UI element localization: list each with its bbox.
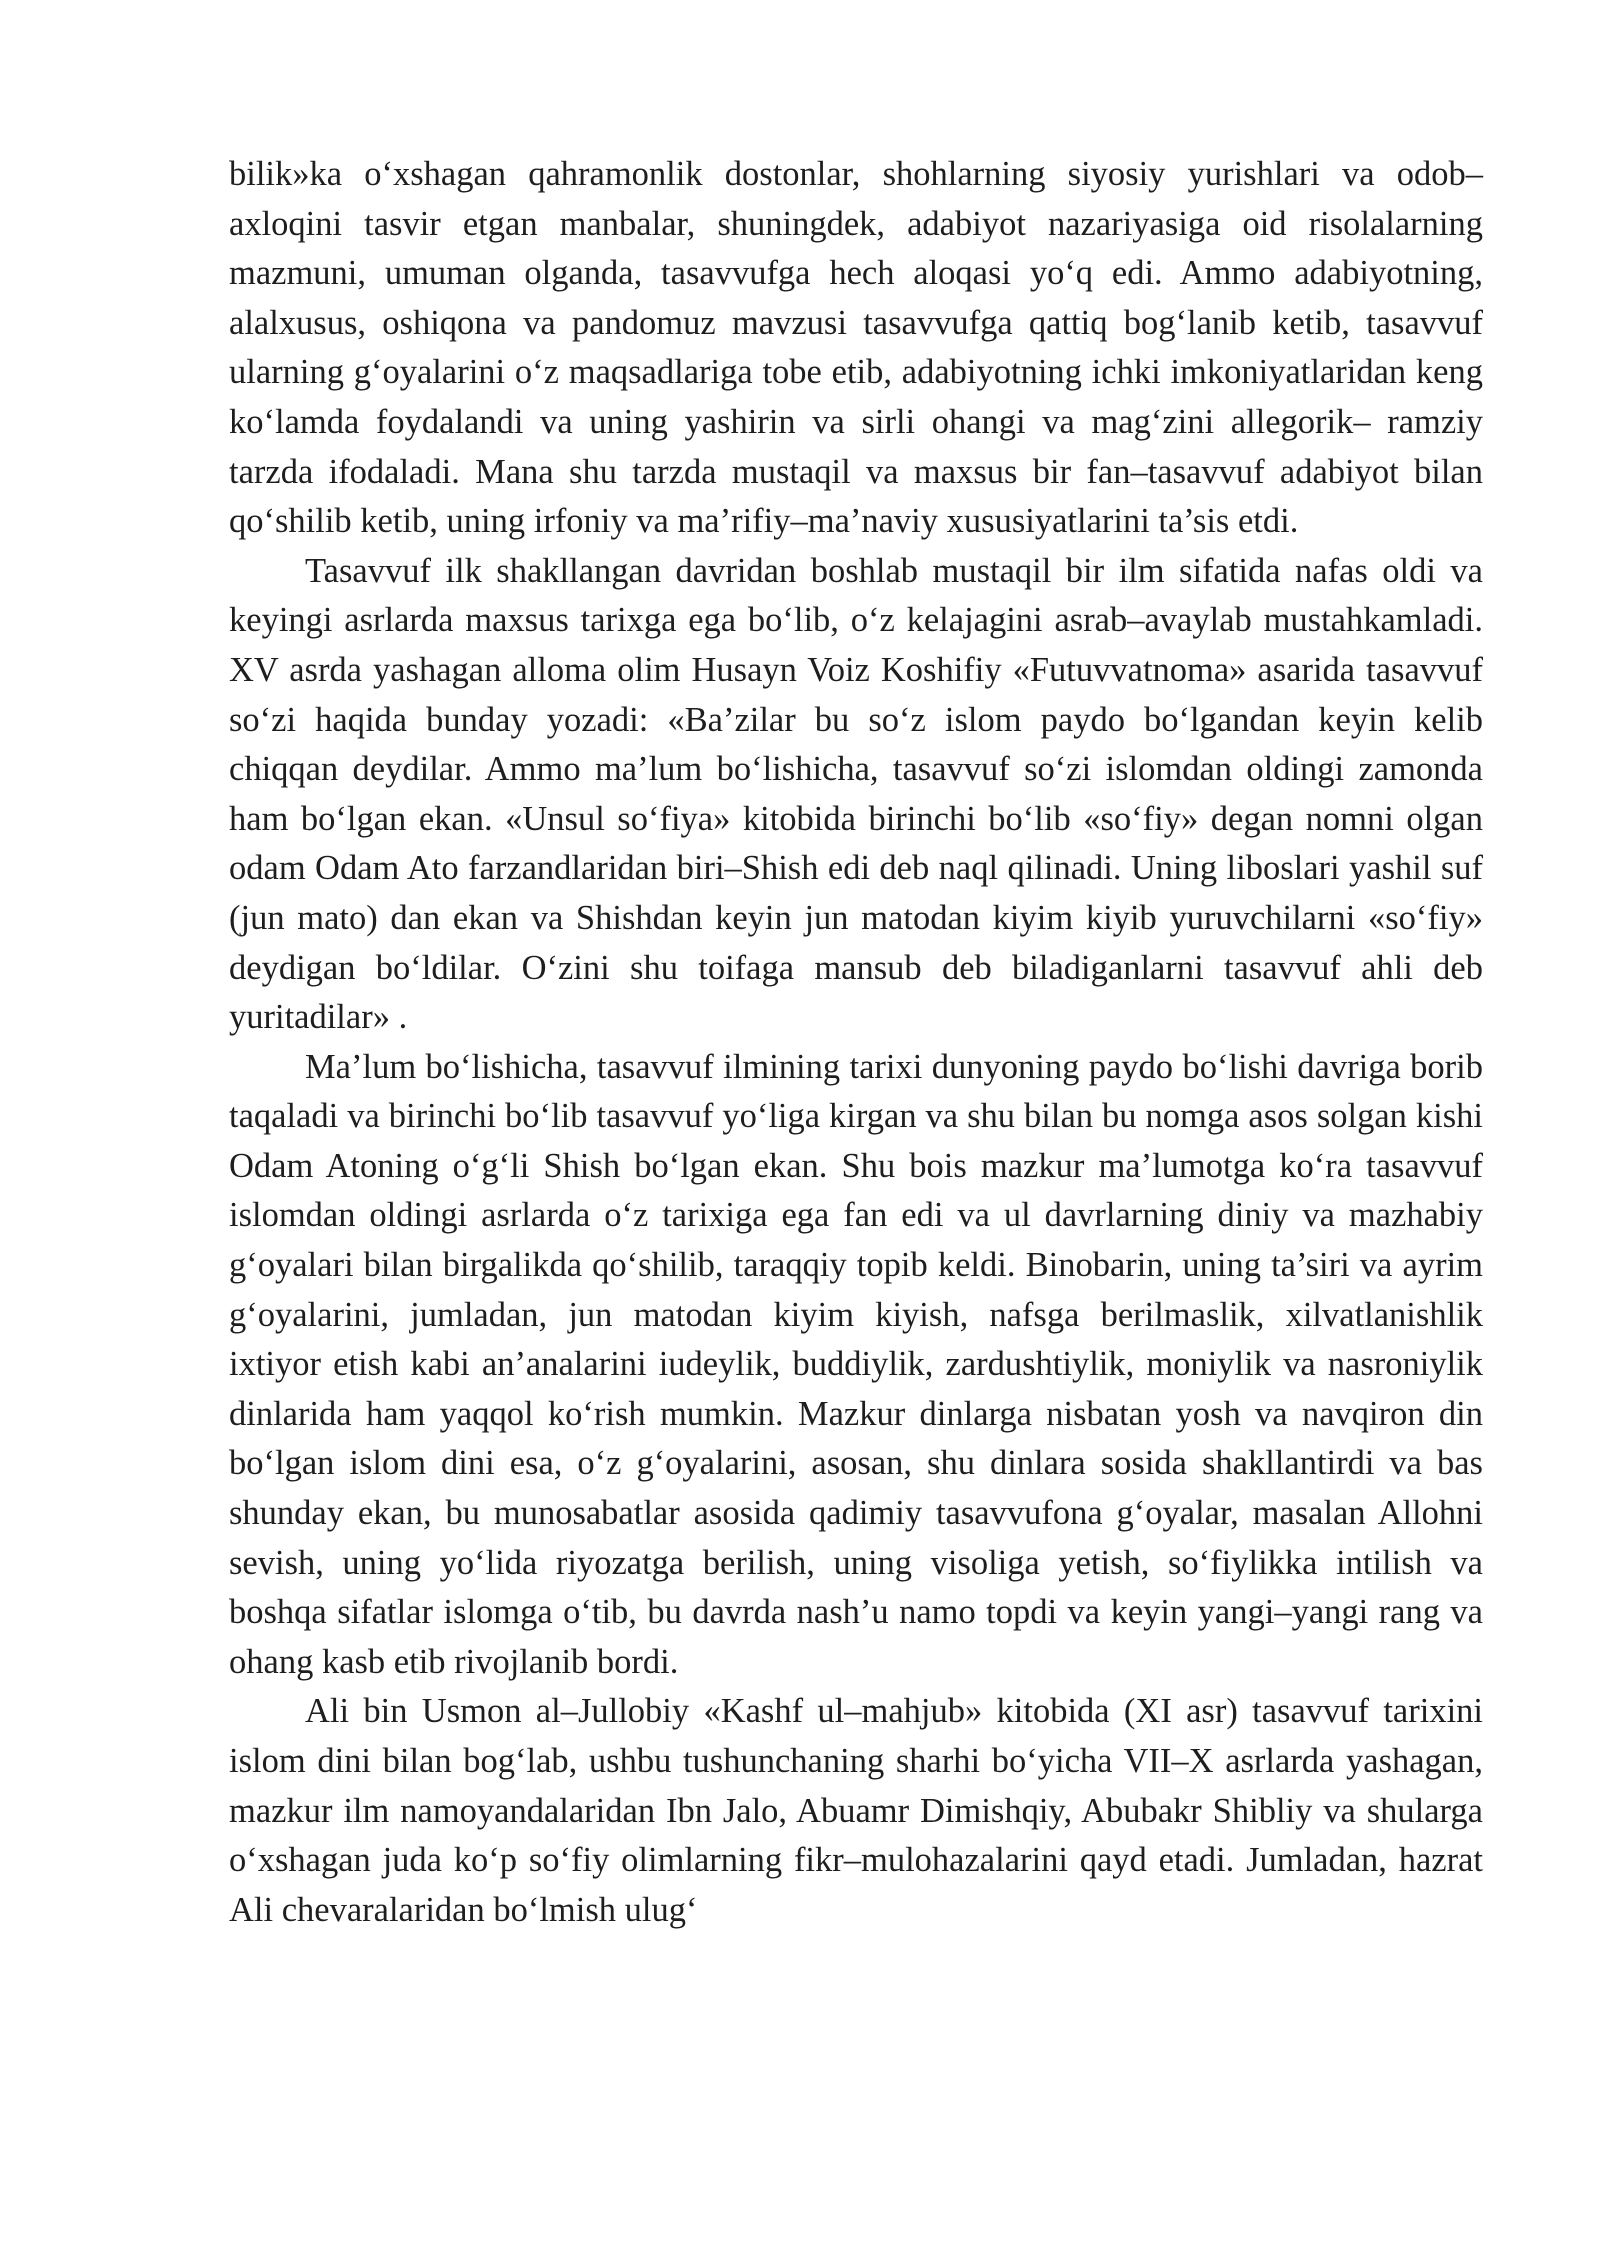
paragraph-2: Tasavvuf ilk shakllangan davridan boshlab mustaqil bir ilm sifatida nafas oldi va keyingi asrlarda maxsus tarixga ega bo‘lib, o‘z kelajagini asrab–avaylab mustahkamladi. XV asrda yashagan alloma olim Husayn Voiz Koshifiy «Futuvvatnoma» asarida tasavvuf so‘zi haqida bunday yozadi: «Ba’zilar bu so‘z islom paydo bo‘lgandan keyin kelib chiqqan deydilar. Ammo ma’lum bo‘lishicha, tasavvuf so‘zi islomdan oldingi zamonda ham bo‘lgan ekan. «Unsul so‘fiya» kitobida birinchi bo‘lib «so‘fiy» degan nomni olgan odam Odam Ato farzandlaridan biri–Shish edi deb naql qilinadi. Uning liboslari yashil suf (jun mato) dan ekan va Shishdan keyin jun matodan kiyim kiyib yuruvchilarni «so‘fiy» deydigan bo‘ldilar. O‘zini shu toifaga mansub deb biladiganlarni tasavvuf ahli deb yuritadilar» . — [229, 551, 1483, 1037]
body-text — [229, 150, 1483, 1935]
paragraph-1: bilik»ka o‘xshagan qahramonlik dostonlar, shohlarning siyosiy yurishlari va odob–axloqini tasvir etgan manbalar, shuningdek, adabiyot nazariyasiga oid risolalarning mazmuni, umuman olganda, tasavvufga hech aloqasi yo‘q edi. Ammo adabiyotning, alalxusus, oshiqona va pandomuz mavzusi tasavvufga qattiq bog‘lanib ketib, tasavvuf ularning g‘oyalarini o‘z maqsadlariga tobe etib, adabiyotning ichki imkoniyatlaridan keng ko‘lamda foydalandi va uning yashirin va sirli ohangi va mag‘zini allegorik– ramziy tarzda ifodaladi. Mana shu tarzda mustaqil va maxsus bir fan–tasavvuf adabiyot bilan qo‘shilib ketib, uning irfoniy va ma’rifiy–ma’naviy xususiyatlarini ta’sis etdi. — [229, 155, 1483, 541]
paragraph-3: Ma’lum bo‘lishicha, tasavvuf ilmining tarixi dunyoning paydo bo‘lishi davriga borib taqaladi va birinchi bo‘lib tasavvuf yo‘liga kirgan va shu bilan bu nomga asos solgan kishi Odam Atoning o‘g‘li Shish bo‘lgan ekan. Shu bois mazkur ma’lumotga ko‘ra tasavvuf islomdan oldingi asrlarda o‘z tarixiga ega fan edi va ul davrlarning diniy va mazhabiy g‘oyalari bilan birgalikda qo‘shilib, taraqqiy topib keldi. Binobarin, uning ta’siri va ayrim g‘oyalarini, jumladan, jun matodan kiyim kiyish, nafsga berilmaslik, xilvatlanishlik ixtiyor etish kabi an’analarini iudeylik, buddiylik, zardushtiylik, moniylik va nasroniylik dinlarida ham yaqqol ko‘rish mumkin. Mazkur dinlarga nisbatan yosh va navqiron din bo‘lgan islom dini esa, o‘z g‘oyalarini, asosan, shu dinlara sosida shakllantirdi va bas shunday ekan, bu munosabatlar asosida qadimiy tasavvufona g‘oyalar, masalan Allohni sevish, uning yo‘lida riyozatga berilish, uning visoliga yetish, so‘fiylikka intilish va boshqa sifatlar islomga o‘tib, bu davrda nash’u namo topdi va keyin yangi–yangi rang va ohang kasb etib rivojlanib bordi. — [229, 1047, 1483, 1681]
paragraph-4: Ali bin Usmon al–Jullobiy «Kashf ul–mahjub» kitobida (XI asr) tasavvuf tarixini islom dini bilan bog‘lab, ushbu tushunchaning sharhi bo‘yicha VII–X asrlarda yashagan, mazkur ilm namoyandalaridan Ibn Jalo, Abuamr Dimishqiy, Abubakr Shibliy va shularga o‘xshagan juda ko‘p so‘fiy olimlarning fikr–mulohazalarini qayd etadi. Jumladan, hazrat Ali chevaralaridan bo‘lmish ulug‘ — [229, 1692, 1483, 1929]
